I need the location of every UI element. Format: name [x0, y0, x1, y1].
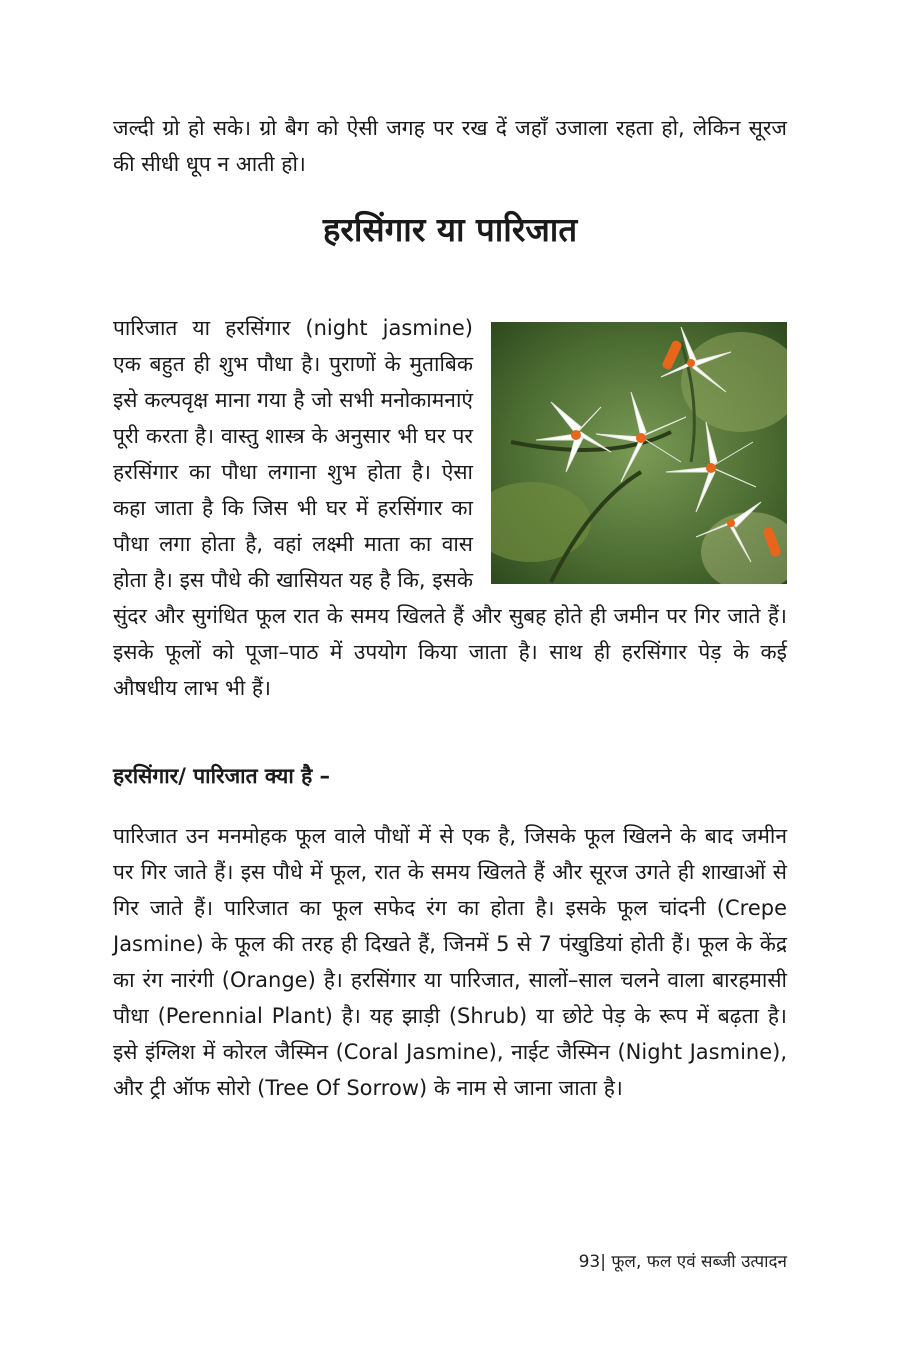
intro-paragraph: जल्दी ग्रो हो सके। ग्रो बैग को ऐसी जगह पर रख दें जहाँ उजाला रहता हो, लेकिन सूरज की सीधी धूप न आती हो।: [113, 116, 787, 176]
page-number: 93|: [578, 1252, 606, 1272]
paragraph-with-figure: [113, 310, 787, 706]
night-jasmine-flowers-photo-icon: [491, 322, 787, 584]
subheading-what-is: हरसिंगार/ पारिजात क्या है –: [113, 764, 331, 788]
book-title: फूल, फल एवं सब्जी उत्पादन: [611, 1252, 787, 1272]
paragraph-description: पारिजात उन मनमोहक फूल वाले पौधों में से एक है, जिसके फूल खिलने के बाद जमीन पर गिर जाते हैं। इस पौधे में फूल, रात के समय खिलते हैं और सूरज उगते ही शाखाओं से गिर जाते हैं। पारिजात का फूल सफेद रंग का होता है। इसके फूल चांदनी (Crepe Jasmine) के फूल की तरह ही दिखते हैं, जिनमें 5 से 7 पंखुडियां होती हैं। फूल के केंद्र का रंग नारंगी (Orange) है। हरसिंगार या पारिजात, सालों–साल चलने वाला बारहमासी पौधा (Perennial Plant) है। यह झाड़ी (Shrub) या छोटे पेड़ के रूप में बढ़ता है। इसे इंग्लिश में कोरल जैस्मिन (Coral Jasmine), नाईट जैस्मिन (Night Jasmine), और ट्री ऑफ सोरो (Tree Of Sorrow) के नाम से जाना जाता है।: [113, 824, 787, 1100]
page-footer: [579, 1249, 787, 1272]
paragraph-night-jasmine: पारिजात या हरसिंगार (night jasmine) एक बहुत ही शुभ पौधा है। पुराणों के मुताबिक इसे कल्पवृक्ष माना गया है जो सभी मनोकामनाएं पूरी करता है। वास्तु शास्त्र के अनुसार भी घर पर हरसिंगार का पौधा लगाना शुभ होता है। ऐसा कहा जाता है कि जिस भी घर में हरसिंगार का पौधा लगा होता है, वहां लक्ष्मी माता का वास होता है। इस पौधे की खासियत यह है कि, इसके सुंदर और सुगंधित फूल रात के समय खिलते हैं और सुबह होते ही जमीन पर गिर जाते हैं। इसके फूलों को पूजा–पाठ में उपयोग किया जाता है। साथ ही हरसिंगार पेड़ के कई औषधीय लाभ भी हैं।: [113, 316, 787, 700]
night-jasmine-photo: [491, 322, 787, 584]
section-title: हरसिंगार या पारिजात: [322, 210, 578, 249]
